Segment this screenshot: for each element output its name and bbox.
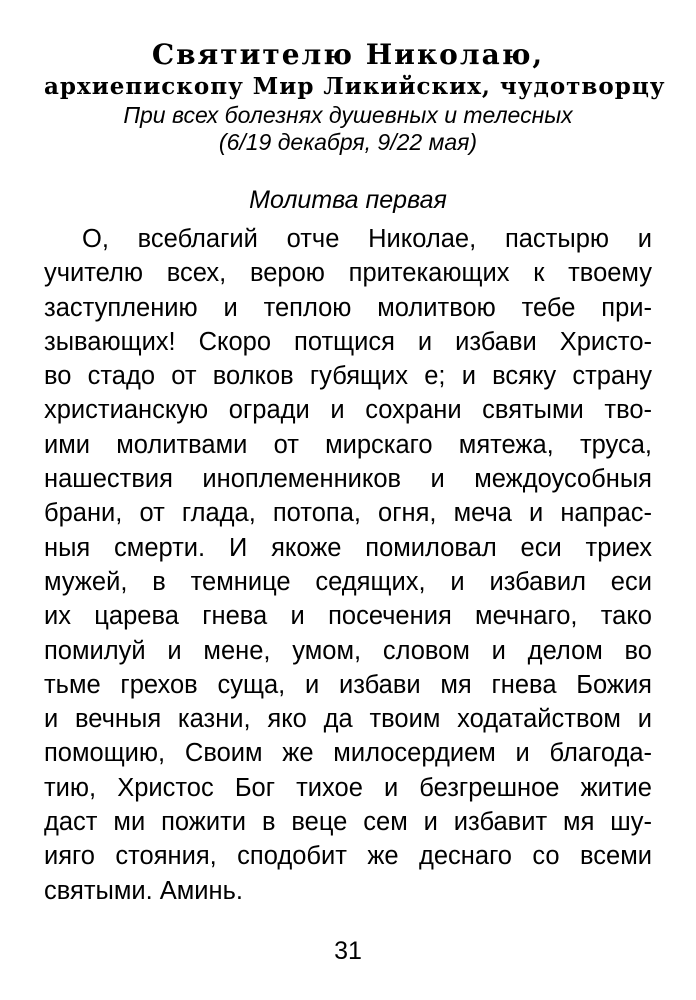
page-number: 31 [334, 937, 362, 965]
subtitle-dates: (6/19 декабря, 9/22 мая) [218, 129, 478, 155]
prayer-line: мужей, в темнице седящих, и избавил еси [44, 567, 652, 596]
prayer-line: ияго стояния, сподобит же деснаго со всеми [44, 842, 652, 871]
subtitle-occasion: При всех болезнях душевных и телесных [123, 102, 573, 128]
prayer-line: заступлению и теплою молитвою тебе при- [44, 293, 652, 322]
prayer-line: христианскую огради и сохрани святыми тво- [44, 396, 652, 425]
prayer-line: святыми. Аминь. [44, 876, 244, 905]
prayer-line: помощию, Своим же милосердием и благода- [44, 739, 652, 768]
prayer-line: тьме грехов суща, и избави мя гнева Божия [44, 670, 652, 699]
book-page [44, 30, 666, 980]
prayer-line: зывающих! Скоро потщися и избави Христо- [44, 327, 652, 356]
prayer-line: ныя смерти. И якоже помиловал еси триех [44, 533, 652, 562]
prayer-line: даст ми пожити в веце сем и избавит мя шу- [44, 808, 652, 837]
prayer-line: и вечныя казни, яко да твоим ходатайством и [44, 705, 652, 734]
prayer-line: помилуй и мене, умом, словом и делом во [44, 636, 652, 665]
prayer-line: ими молитвами от мирскаго мятежа, труса, [44, 430, 652, 459]
prayer-heading: Молитва первая [249, 186, 447, 214]
page-title: Святителю Николаю, [151, 38, 545, 71]
prayer-line: брани, от глада, потопа, огня, меча и напрас- [44, 499, 652, 528]
prayer-line: учителю всех, верою притекающих к твоему [44, 259, 652, 288]
prayer-text [44, 222, 652, 908]
title-block [44, 38, 666, 156]
prayer-line: тию, Христос Бог тихое и безгрешное житие [44, 773, 652, 802]
page-title-continued: архиепископу Мир Ликийских, чудотворцу [44, 73, 666, 100]
prayer-line: нашествия иноплеменников и междоусобныя [44, 465, 652, 494]
prayer-line: их царева гнева и посечения мечнаго, тако [44, 602, 652, 631]
prayer-line: О, всеблагий отче Николае, пастырю и [82, 225, 652, 253]
prayer-line: во стадо от волков губящих е; и всяку страну [44, 362, 652, 391]
